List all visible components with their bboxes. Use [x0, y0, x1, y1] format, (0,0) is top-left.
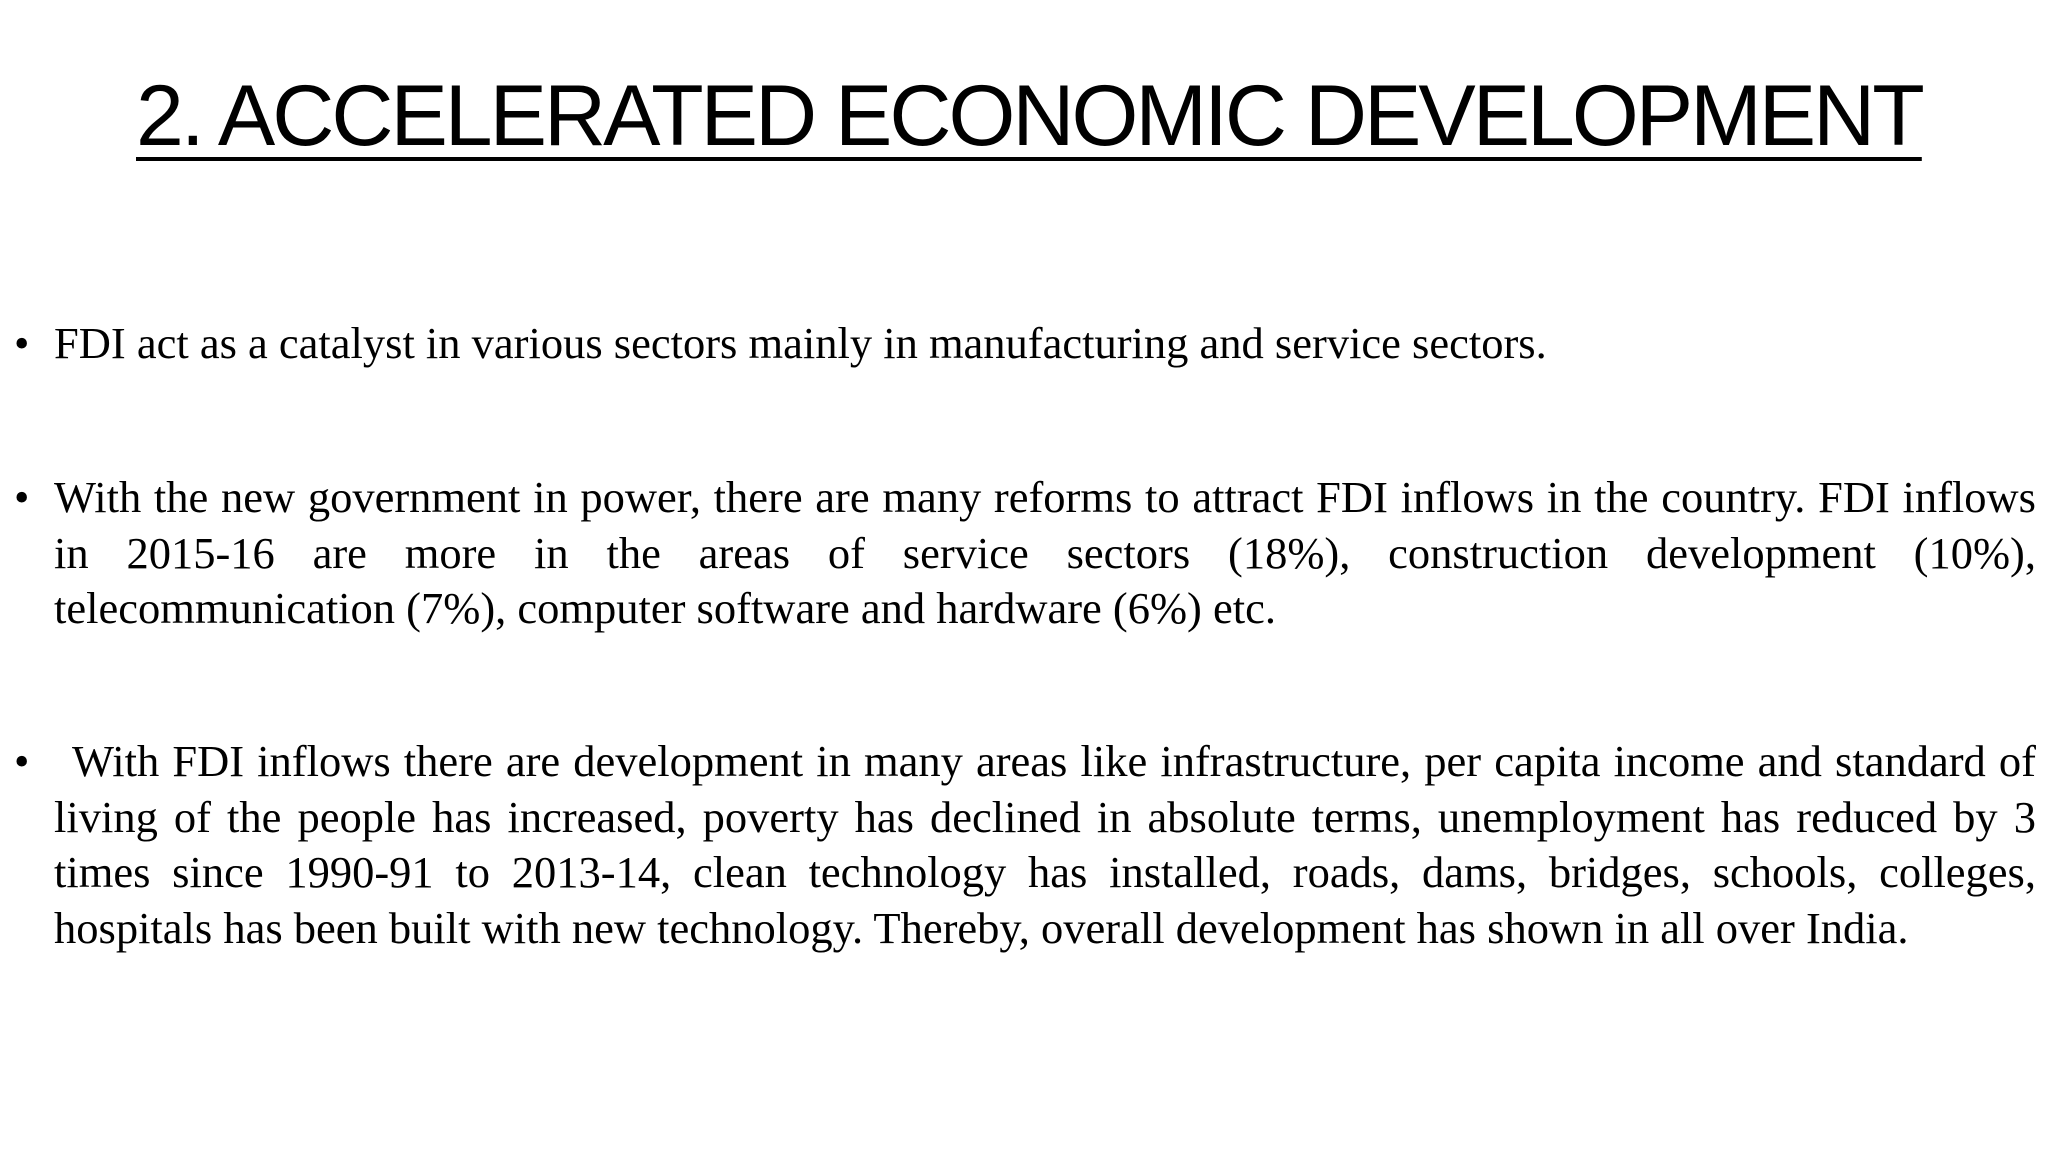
bullet-text-content: With FDI inflows there are development in many areas like infrastructure, per capita income and standard of living of the people has increased, poverty has declined in absolute terms, unemployment has reduced by 3 times since 1990-91 to 2013-14, clean technology has installed, roads, dams, bridges, schools, colleges, hospitals has been built with new technology. Thereby, overall development has shown in all over India.	[54, 736, 2036, 953]
slide-title: 2. ACCELERATED ECONOMIC DEVELOPMENT	[136, 68, 1922, 164]
bullet-text: FDI act as a catalyst in various sectors mainly in manufacturing and service sectors.	[54, 318, 1547, 368]
bullet-icon: •	[14, 473, 30, 522]
bullet-text	[54, 734, 2036, 956]
bullet-icon: •	[14, 737, 30, 786]
bullet-text: With the new government in power, there are many reforms to attract FDI inflows in the country. FDI inflows in 2015-16 are more in the areas of service sectors (18%), construction development (10%), telecommunication (7%), computer software and hardware (6%) etc.	[54, 472, 2036, 633]
bullet-icon: •	[14, 319, 30, 368]
